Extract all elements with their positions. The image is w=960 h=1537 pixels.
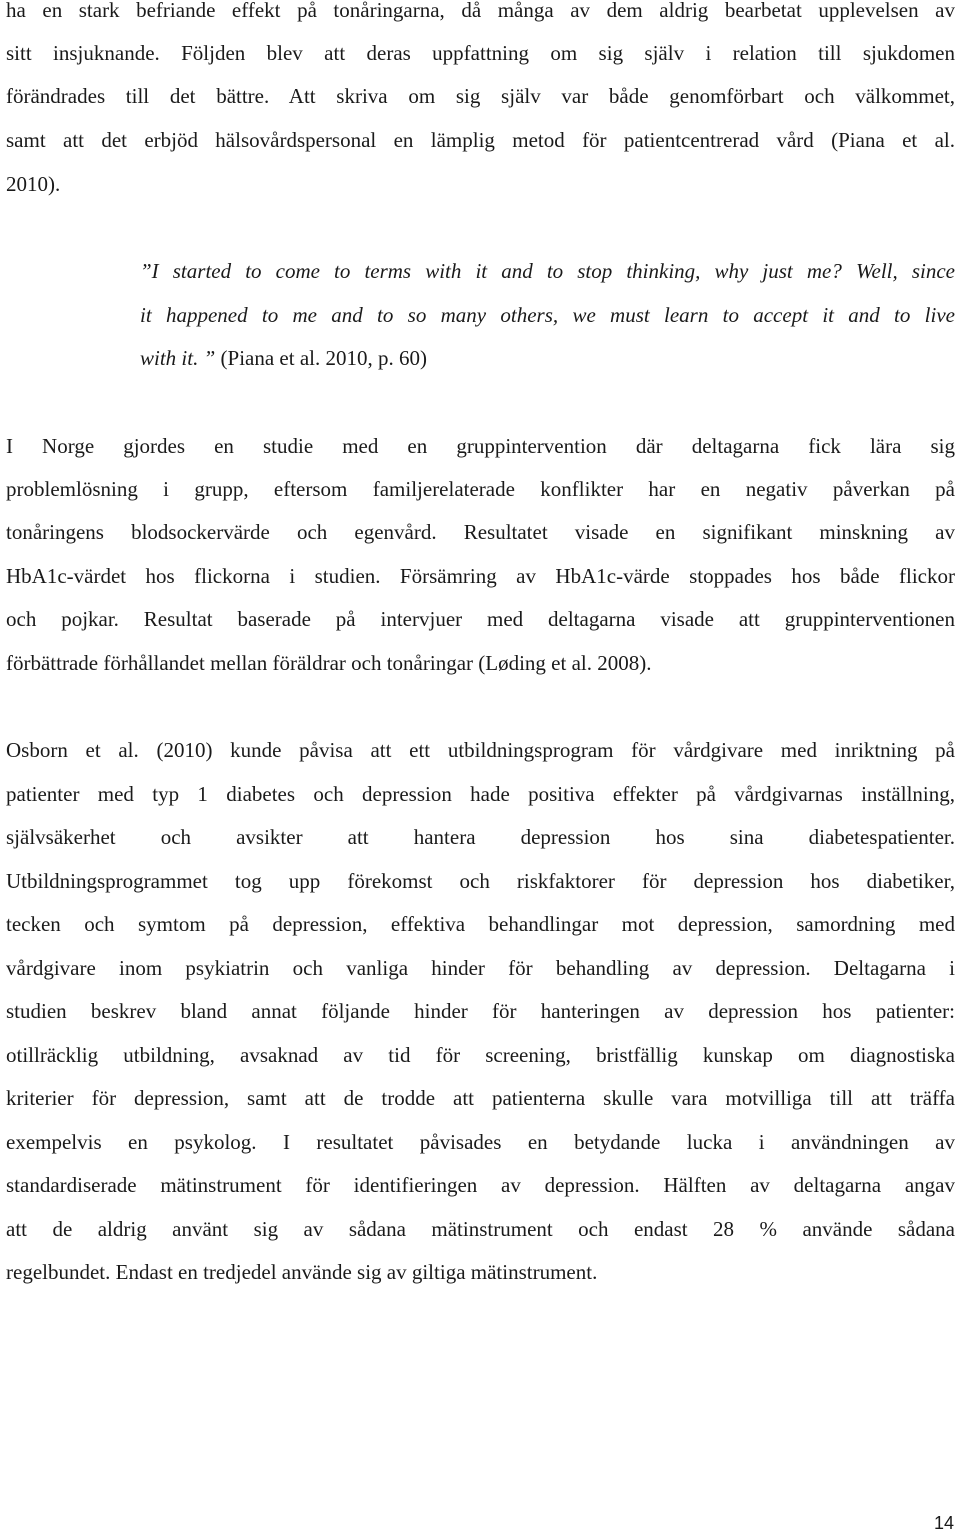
paragraph-3-line: Utbildningsprogrammet tog upp förekomst och riskfaktorer för depression hos diabetiker, bbox=[6, 869, 955, 893]
paragraph-3-line: tecken och symtom på depression, effektiva behandlingar mot depression, samordning med bbox=[6, 912, 955, 936]
paragraph-1-line: samt att det erbjöd hälsovårdspersonal en lämplig metod för patientcentrerad vård (Piana et al. bbox=[6, 128, 955, 152]
paragraph-3-line: vårdgivare inom psykiatrin och vanliga hinder för behandling av depression. Deltagarna i bbox=[6, 956, 955, 980]
page-number: 14 bbox=[933, 1513, 954, 1533]
paragraph-1-line: förändrades till det bättre. Att skriva om sig själv var både genomförbart och välkommet, bbox=[6, 84, 955, 108]
paragraph-3-line: regelbundet. Endast en tredjedel använde sig av giltiga mätinstrument. bbox=[6, 1260, 598, 1284]
paragraph-1-line: 2010). bbox=[6, 172, 61, 196]
paragraph-3-line: självsäkerhet och avsikter att hantera depression hos sina diabetespatienter. bbox=[6, 825, 955, 849]
paragraph-2-line: problemlösning i grupp, eftersom familjerelaterade konflikter har en negativ påverkan på bbox=[6, 477, 955, 501]
paragraph-3-line: att de aldrig använt sig av sådana mätinstrument och endast 28 % använde sådana bbox=[6, 1217, 955, 1241]
paragraph-3-line: studien beskrev bland annat följande hinder för hanteringen av depression hos patienter: bbox=[6, 999, 955, 1023]
paragraph-2-line: I Norge gjordes en studie med en gruppintervention där deltagarna fick lära sig bbox=[6, 434, 955, 458]
paragraph-3-line: otillräcklig utbildning, avsaknad av tid för screening, bristfällig kunskap om diagnostiska bbox=[6, 1043, 955, 1067]
paragraph-3-line: kriterier för depression, samt att de trodde att patienterna skulle vara motvilliga till att träffa bbox=[6, 1086, 955, 1110]
paragraph-2-line: och pojkar. Resultat baserade på intervjuer med deltagarna visade att gruppinterventionen bbox=[6, 607, 955, 631]
quote-line: it happened to me and to so many others, we must learn to accept it and to live bbox=[140, 303, 955, 327]
quote-line: ”I started to come to terms with it and to stop thinking, why just me? Well, since bbox=[140, 259, 955, 283]
quote-citation: (Piana et al. 2010, p. 60) bbox=[220, 346, 427, 370]
quote-text: with it. ” bbox=[140, 346, 216, 370]
paragraph-3-line: Osborn et al. (2010) kunde påvisa att ett utbildningsprogram för vårdgivare med inriktning på bbox=[6, 738, 955, 762]
paragraph-2-line: HbA1c-värdet hos flickorna i studien. Försämring av HbA1c-värde stoppades hos både flickor bbox=[6, 564, 955, 588]
paragraph-2-line: tonåringens blodsockervärde och egenvård. Resultatet visade en signifikant minskning av bbox=[6, 520, 955, 544]
paragraph-3-line: standardiserade mätinstrument för identifieringen av depression. Hälften av deltagarna angav bbox=[6, 1173, 955, 1197]
quote-line-last bbox=[140, 344, 955, 372]
paragraph-3-line: exempelvis en psykolog. I resultatet påvisades en betydande lucka i användningen av bbox=[6, 1130, 955, 1154]
paragraph-1-line: sitt insjuknande. Följden blev att deras uppfattning om sig själv i relation till sjukdomen bbox=[6, 41, 955, 65]
paragraph-2-line: förbättrade förhållandet mellan föräldrar och tonåringar (Løding et al. 2008). bbox=[6, 651, 652, 675]
paragraph-1-line: ha en stark befriande effekt på tonåringarna, då många av dem aldrig bearbetat upplevelsen av bbox=[6, 0, 955, 22]
paragraph-3-line: patienter med typ 1 diabetes och depression hade positiva effekter på vårdgivarnas inställning, bbox=[6, 782, 955, 806]
